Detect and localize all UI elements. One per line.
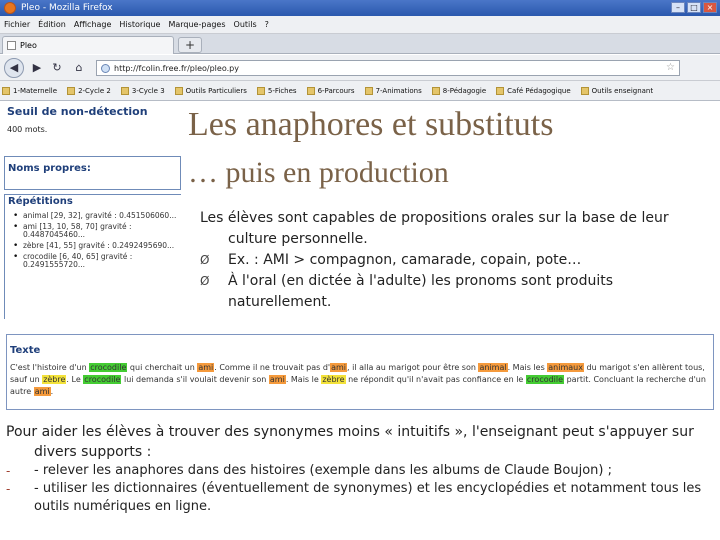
url-bar[interactable] xyxy=(96,60,680,76)
highlighted-word: crocodile xyxy=(84,375,121,384)
site-icon xyxy=(496,87,504,95)
tab-strip xyxy=(0,34,720,54)
highlighted-word: ami xyxy=(198,363,214,372)
list-item xyxy=(6,462,716,480)
folder-icon xyxy=(257,87,265,95)
slide-bullet xyxy=(200,271,712,313)
text-segment: . Mais les xyxy=(507,363,548,372)
dash-bullet-icon: - xyxy=(6,482,11,496)
list-item-text: - utiliser les dictionnaires (éventuellement de synonymes) et les encyclopédies et notamment tous les outils numériques en ligne. xyxy=(34,481,702,514)
globe-icon xyxy=(101,64,110,73)
highlighted-word: zèbre xyxy=(43,375,66,384)
threshold-value: 400 mots. xyxy=(7,125,48,134)
bookmark-label: 8-Pédagogie xyxy=(442,86,487,95)
list-item: • crocodile [6, 40, 65] gravité : 0.2491555720... xyxy=(11,253,181,269)
menu-bar xyxy=(0,16,720,34)
slide-bullet-text: Ex. : AMI > compagnon, camarade, copain, pote… xyxy=(228,252,582,268)
dash-bullet-icon: - xyxy=(6,464,11,478)
analyzed-text xyxy=(7,358,713,398)
menu-outils[interactable]: Outils xyxy=(233,20,257,29)
text-segment: lui demanda s'il voulait devenir son xyxy=(121,375,269,384)
bookmark-label: 7-Animations xyxy=(375,86,422,95)
bottom-list xyxy=(6,462,716,516)
bookmark-3-cycle-3[interactable] xyxy=(121,87,165,95)
forward-button[interactable]: ▶ xyxy=(32,61,42,74)
repetitions-panel xyxy=(4,194,181,319)
folder-icon xyxy=(121,87,129,95)
url-text: http://fcolin.free.fr/pleo/pleo.py xyxy=(114,63,239,73)
list-item: • zèbre [41, 55] gravité : 0.2492495690... xyxy=(11,242,181,250)
bookmark-label: 5-Fiches xyxy=(267,86,297,95)
text-segment: du marigot s'en allèrent tous, sauf un xyxy=(10,363,705,384)
bookmark-label: Café Pédagogique xyxy=(507,86,571,95)
text-segment: qui cherchait un xyxy=(127,363,198,372)
bookmark-label: Outils enseignant xyxy=(591,86,654,95)
back-button[interactable]: ◀ xyxy=(4,58,24,78)
text-segment: , il alla au marigot pour être son xyxy=(347,363,479,372)
slide-bullet-text: À l'oral (en dictée à l'adulte) les pronoms sont produits naturellement. xyxy=(228,273,614,310)
threshold-panel xyxy=(4,104,181,156)
menu-affichage[interactable]: Affichage xyxy=(73,20,112,29)
text-segment: . Comme il ne trouvait pas d' xyxy=(214,363,331,372)
text-segment: C'est l'histoire d'un xyxy=(10,363,90,372)
reload-button[interactable]: ↻ xyxy=(52,61,62,74)
list-item xyxy=(6,480,716,516)
highlighted-word: animaux xyxy=(548,363,583,372)
star-icon[interactable]: ☆ xyxy=(666,62,675,73)
highlighted-word: crocodile xyxy=(526,375,564,384)
highlighted-word: ami xyxy=(331,363,347,372)
firefox-logo-icon xyxy=(4,2,16,14)
window-controls xyxy=(671,2,717,13)
highlighted-word: crocodile xyxy=(90,363,127,372)
menu-fichier[interactable]: Fichier xyxy=(4,20,31,29)
text-segment: . xyxy=(50,387,54,396)
slide-title: Les anaphores et substituts xyxy=(188,106,554,143)
folder-icon xyxy=(432,87,440,95)
proper-nouns-title: Noms propres: xyxy=(8,163,91,174)
highlighted-word: zèbre xyxy=(322,375,345,384)
folder-icon xyxy=(365,87,373,95)
page-icon xyxy=(7,41,16,50)
text-panel xyxy=(6,334,714,410)
close-button[interactable]: × xyxy=(703,2,717,13)
slide-paragraph: Les élèves sont capables de propositions orales sur la base de leur culture personnelle. xyxy=(200,210,669,247)
threshold-title: Seuil de non-détection xyxy=(7,105,148,118)
bookmark-outils[interactable] xyxy=(175,87,247,95)
tab-pleo[interactable] xyxy=(2,36,174,54)
text-segment: . Mais le xyxy=(285,375,322,384)
folder-icon xyxy=(2,87,10,95)
new-tab-button[interactable]: + xyxy=(178,37,202,53)
menu-edition[interactable]: Édition xyxy=(38,20,66,29)
menu-marque-pages[interactable]: Marque-pages xyxy=(168,20,226,29)
tab-label: Pleo xyxy=(20,41,37,50)
arrow-bullet-icon: Ø xyxy=(200,274,210,288)
bookmark-label: Outils Particuliers xyxy=(185,86,247,95)
text-segment: partit. Concluant la recherche d'un autre xyxy=(10,375,706,396)
bookmark-5-fiches[interactable] xyxy=(257,87,297,95)
arrow-bullet-icon: Ø xyxy=(200,253,210,267)
menu-help[interactable]: ? xyxy=(264,20,269,29)
highlighted-word: ami xyxy=(34,387,50,396)
navigation-toolbar xyxy=(0,55,720,81)
list-item-text: - relever les anaphores dans des histoires (exemple dans les albums de Claude Boujon) ; xyxy=(34,463,612,478)
bookmark-6-parcours[interactable] xyxy=(307,87,355,95)
bookmark-8-pedagogie[interactable] xyxy=(432,87,486,95)
highlighted-word: ami xyxy=(269,375,285,384)
bookmark-outils-enseignant[interactable] xyxy=(581,87,653,95)
bookmark-7-animations[interactable] xyxy=(365,87,422,95)
bookmark-cafe-pedagogique[interactable] xyxy=(496,87,571,95)
bookmarks-toolbar xyxy=(0,81,720,101)
proper-nouns-panel xyxy=(4,156,181,190)
folder-icon xyxy=(175,87,183,95)
slide-subtitle: … puis en production xyxy=(188,156,449,189)
list-item: • animal [29, 32], gravité : 0.451506060... xyxy=(11,212,181,220)
bookmark-2-cycle-2[interactable] xyxy=(67,87,111,95)
bottom-paragraph-text: Pour aider les élèves à trouver des synonymes moins « intuitifs », l'enseignant peut s'appuyer sur divers supports : xyxy=(6,424,694,460)
slide-body xyxy=(200,208,712,313)
site-icon xyxy=(581,87,589,95)
window-title: Pleo - Mozilla Firefox xyxy=(21,3,113,13)
minimize-button[interactable]: – xyxy=(671,2,685,13)
repetitions-list xyxy=(5,208,181,269)
bookmark-1-maternelle[interactable] xyxy=(2,87,57,95)
menu-historique[interactable]: Historique xyxy=(119,20,161,29)
text-segment: . Le xyxy=(66,375,84,384)
bookmark-label: 3-Cycle 3 xyxy=(131,86,165,95)
repetitions-title: Répétitions xyxy=(8,196,73,207)
list-item: • ami [13, 10, 58, 70] gravité : 0.4487045460... xyxy=(11,223,181,239)
home-button[interactable]: ⌂ xyxy=(75,61,83,74)
text-panel-title: Texte xyxy=(10,345,41,356)
bookmark-label: 6-Parcours xyxy=(317,86,355,95)
slide-bullet xyxy=(200,250,712,271)
folder-icon xyxy=(307,87,315,95)
bottom-paragraph xyxy=(6,422,716,462)
window-titlebar xyxy=(0,0,720,16)
highlighted-word: animal xyxy=(479,363,507,372)
bookmark-label: 1-Maternelle xyxy=(13,86,58,95)
maximize-button[interactable]: □ xyxy=(687,2,701,13)
folder-icon xyxy=(67,87,75,95)
bookmark-label: 2-Cycle 2 xyxy=(78,86,111,95)
text-segment: ne répondit qu'il n'avait pas confiance en le xyxy=(345,375,526,384)
